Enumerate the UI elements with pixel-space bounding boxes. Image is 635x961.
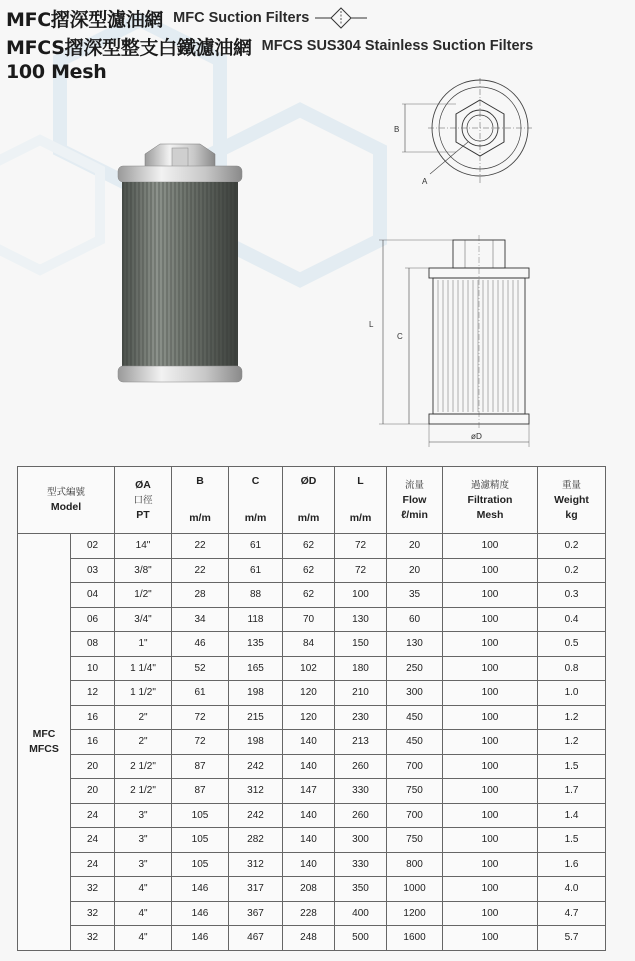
- cell-dim-b: 146: [172, 901, 229, 926]
- table-row: [18, 558, 606, 583]
- dim-label-c: C: [397, 332, 403, 341]
- cell-port-size: 3": [115, 852, 172, 877]
- cell-filtration-mesh: 100: [443, 583, 538, 608]
- cell-weight: 0.8: [538, 656, 606, 681]
- table-header-row: [18, 467, 606, 534]
- cell-dim-c: 312: [229, 852, 283, 877]
- cell-dim-d: 62: [283, 583, 335, 608]
- cell-port-size: 4": [115, 926, 172, 951]
- cell-filtration-mesh: 100: [443, 828, 538, 853]
- cell-model-no: 24: [71, 828, 115, 853]
- header-l-label: L: [357, 475, 364, 487]
- cell-flow-rate: 20: [387, 558, 443, 583]
- cell-dim-c: 282: [229, 828, 283, 853]
- cell-dim-c: 135: [229, 632, 283, 657]
- header-mesh: [443, 467, 538, 534]
- cell-flow-rate: 250: [387, 656, 443, 681]
- cell-port-size: 14": [115, 534, 172, 559]
- cell-weight: 1.5: [538, 828, 606, 853]
- cell-dim-l: 330: [335, 779, 387, 804]
- cell-dim-l: 130: [335, 607, 387, 632]
- table-row: [18, 803, 606, 828]
- dim-label-b: B: [394, 125, 400, 134]
- cell-dim-b: 72: [172, 705, 229, 730]
- cell-flow-rate: 1600: [387, 926, 443, 951]
- cell-weight: 0.5: [538, 632, 606, 657]
- cell-model-no: 32: [71, 926, 115, 951]
- cell-weight: 0.3: [538, 583, 606, 608]
- cell-dim-l: 300: [335, 828, 387, 853]
- cell-weight: 0.4: [538, 607, 606, 632]
- cell-dim-c: 367: [229, 901, 283, 926]
- cell-port-size: 1 1/2": [115, 681, 172, 706]
- cell-model-no: 10: [71, 656, 115, 681]
- header-flow-unit: ℓ/min: [401, 508, 428, 521]
- dim-label-a: A: [422, 177, 428, 186]
- cell-dim-c: 118: [229, 607, 283, 632]
- header-l-unit: m/m: [349, 512, 372, 524]
- cell-filtration-mesh: 100: [443, 534, 538, 559]
- cell-dim-l: 180: [335, 656, 387, 681]
- cell-dim-l: 500: [335, 926, 387, 951]
- cell-dim-b: 146: [172, 877, 229, 902]
- header-b-unit: m/m: [189, 512, 211, 524]
- cell-dim-b: 61: [172, 681, 229, 706]
- cell-dim-c: 215: [229, 705, 283, 730]
- cell-model-no: 24: [71, 852, 115, 877]
- header-c: [229, 467, 283, 534]
- header-d: [283, 467, 335, 534]
- cell-model-no: 24: [71, 803, 115, 828]
- cell-dim-l: 210: [335, 681, 387, 706]
- cell-dim-b: 87: [172, 754, 229, 779]
- table-row: [18, 852, 606, 877]
- title-mfc-en: MFC Suction Filters: [173, 10, 310, 26]
- cell-flow-rate: 800: [387, 852, 443, 877]
- cell-dim-b: 52: [172, 656, 229, 681]
- header-weight-en: Weight: [554, 493, 589, 506]
- header-mesh-en1: Filtration: [467, 493, 513, 506]
- page-header: [6, 4, 631, 84]
- cell-dim-l: 72: [335, 558, 387, 583]
- cell-model-no: 16: [71, 705, 115, 730]
- cell-dim-b: 87: [172, 779, 229, 804]
- cell-flow-rate: 300: [387, 681, 443, 706]
- cell-dim-d: 248: [283, 926, 335, 951]
- header-b: [172, 467, 229, 534]
- cell-dim-d: 62: [283, 534, 335, 559]
- cell-port-size: 3/4": [115, 607, 172, 632]
- cell-filtration-mesh: 100: [443, 926, 538, 951]
- cell-port-size: 2 1/2": [115, 779, 172, 804]
- table-row: [18, 632, 606, 657]
- cell-dim-d: 120: [283, 705, 335, 730]
- table-row: [18, 877, 606, 902]
- dim-label-d: øD: [471, 432, 483, 441]
- cell-weight: 1.0: [538, 681, 606, 706]
- cell-model-no: 03: [71, 558, 115, 583]
- cell-port-size: 2": [115, 705, 172, 730]
- cell-port-size: 1": [115, 632, 172, 657]
- cell-flow-rate: 700: [387, 803, 443, 828]
- cell-dim-l: 72: [335, 534, 387, 559]
- cell-dim-b: 46: [172, 632, 229, 657]
- cell-flow-rate: 20: [387, 534, 443, 559]
- header-c-unit: m/m: [244, 512, 267, 524]
- cell-weight: 1.6: [538, 852, 606, 877]
- cell-dim-d: 140: [283, 803, 335, 828]
- cell-dim-d: 140: [283, 754, 335, 779]
- table-row: [18, 583, 606, 608]
- cell-flow-rate: 60: [387, 607, 443, 632]
- cell-flow-rate: 35: [387, 583, 443, 608]
- cell-filtration-mesh: 100: [443, 803, 538, 828]
- cell-dim-d: 140: [283, 828, 335, 853]
- cell-model-no: 08: [71, 632, 115, 657]
- cell-dim-l: 100: [335, 583, 387, 608]
- cell-dim-d: 140: [283, 730, 335, 755]
- cell-dim-c: 198: [229, 730, 283, 755]
- table-row: [18, 779, 606, 804]
- cell-port-size: 4": [115, 901, 172, 926]
- cell-dim-d: 70: [283, 607, 335, 632]
- header-mesh-zh: 過濾精度: [471, 479, 510, 491]
- cell-flow-rate: 750: [387, 828, 443, 853]
- header-flow-en: Flow: [402, 493, 427, 506]
- table-row: [18, 656, 606, 681]
- cell-dim-c: 198: [229, 681, 283, 706]
- dim-label-l: L: [369, 320, 374, 329]
- cell-port-size: 1/2": [115, 583, 172, 608]
- cell-dim-c: 242: [229, 803, 283, 828]
- header-c-label: C: [251, 475, 260, 487]
- table-row: [18, 534, 606, 559]
- table-row: [18, 901, 606, 926]
- cell-dim-d: 120: [283, 681, 335, 706]
- title-mfc-zh: MFC摺深型濾油網: [6, 8, 164, 31]
- cell-port-size: 2 1/2": [115, 754, 172, 779]
- cell-filtration-mesh: 100: [443, 779, 538, 804]
- cell-dim-d: 208: [283, 877, 335, 902]
- cell-dim-b: 22: [172, 558, 229, 583]
- cell-weight: 0.2: [538, 534, 606, 559]
- header-mesh-en2: Mesh: [476, 508, 504, 521]
- cell-dim-l: 213: [335, 730, 387, 755]
- cell-port-size: 3": [115, 803, 172, 828]
- cell-filtration-mesh: 100: [443, 681, 538, 706]
- cell-dim-l: 400: [335, 901, 387, 926]
- cell-flow-rate: 1000: [387, 877, 443, 902]
- cell-model-no: 16: [71, 730, 115, 755]
- cell-dim-l: 230: [335, 705, 387, 730]
- title-mfcs-zh: MFCS摺深型整支白鐵濾油網: [6, 36, 252, 59]
- top-view-drawing: [380, 78, 540, 188]
- header-model-en: Model: [50, 501, 82, 513]
- header-d-label: ØD: [300, 475, 317, 487]
- cell-weight: 5.7: [538, 926, 606, 951]
- table-row: [18, 681, 606, 706]
- cell-model-no: 32: [71, 901, 115, 926]
- cell-weight: 4.7: [538, 901, 606, 926]
- cell-flow-rate: 700: [387, 754, 443, 779]
- cell-dim-d: 62: [283, 558, 335, 583]
- title-mesh: 100 Mesh: [6, 61, 107, 83]
- cell-dim-b: 105: [172, 803, 229, 828]
- title-line-2: [6, 32, 631, 60]
- cell-dim-c: 467: [229, 926, 283, 951]
- cell-weight: 1.7: [538, 779, 606, 804]
- table-row: [18, 828, 606, 853]
- cell-weight: 4.0: [538, 877, 606, 902]
- cell-dim-d: 140: [283, 852, 335, 877]
- cell-port-size: 3": [115, 828, 172, 853]
- filter-symbol-icon: [315, 7, 367, 29]
- cell-dim-b: 28: [172, 583, 229, 608]
- table-row: [18, 926, 606, 951]
- table-row: [18, 607, 606, 632]
- cell-dim-b: 105: [172, 852, 229, 877]
- cell-flow-rate: 130: [387, 632, 443, 657]
- cell-model-no: 20: [71, 754, 115, 779]
- cell-filtration-mesh: 100: [443, 901, 538, 926]
- cell-dim-c: 242: [229, 754, 283, 779]
- model-group-mfc: MFC: [32, 727, 56, 740]
- model-group-cell: [18, 534, 71, 951]
- cell-port-size: 1 1/4": [115, 656, 172, 681]
- side-view-drawing: [365, 235, 550, 455]
- title-line-1: [6, 4, 631, 32]
- cell-dim-d: 147: [283, 779, 335, 804]
- cell-filtration-mesh: 100: [443, 632, 538, 657]
- filter-product-photo: [110, 140, 250, 390]
- cell-dim-b: 146: [172, 926, 229, 951]
- header-weight-unit: kg: [565, 508, 578, 521]
- cell-dim-c: 88: [229, 583, 283, 608]
- cell-dim-b: 105: [172, 828, 229, 853]
- cell-weight: 1.2: [538, 705, 606, 730]
- cell-dim-l: 260: [335, 803, 387, 828]
- cell-dim-b: 34: [172, 607, 229, 632]
- cell-filtration-mesh: 100: [443, 558, 538, 583]
- title-mfcs-en: MFCS SUS304 Stainless Suction Filters: [261, 38, 534, 54]
- cell-filtration-mesh: 100: [443, 852, 538, 877]
- header-a-zh: 口徑: [133, 494, 153, 506]
- header-d-unit: m/m: [297, 512, 320, 524]
- cell-flow-rate: 1200: [387, 901, 443, 926]
- cell-weight: 1.4: [538, 803, 606, 828]
- cell-model-no: 12: [71, 681, 115, 706]
- header-l: [335, 467, 387, 534]
- cell-filtration-mesh: 100: [443, 730, 538, 755]
- cell-dim-c: 61: [229, 558, 283, 583]
- cell-dim-c: 312: [229, 779, 283, 804]
- cell-dim-c: 317: [229, 877, 283, 902]
- spec-table: [17, 466, 606, 951]
- cell-filtration-mesh: 100: [443, 877, 538, 902]
- cell-dim-l: 330: [335, 852, 387, 877]
- cell-dim-c: 61: [229, 534, 283, 559]
- cell-model-no: 02: [71, 534, 115, 559]
- cell-dim-c: 165: [229, 656, 283, 681]
- cell-filtration-mesh: 100: [443, 607, 538, 632]
- cell-port-size: 2": [115, 730, 172, 755]
- cell-filtration-mesh: 100: [443, 705, 538, 730]
- cell-dim-d: 84: [283, 632, 335, 657]
- cell-port-size: 4": [115, 877, 172, 902]
- cell-filtration-mesh: 100: [443, 754, 538, 779]
- table-row: [18, 730, 606, 755]
- cell-dim-d: 228: [283, 901, 335, 926]
- cell-dim-l: 260: [335, 754, 387, 779]
- cell-weight: 0.2: [538, 558, 606, 583]
- header-a-pt: PT: [136, 508, 150, 521]
- spec-table-body: [18, 534, 606, 951]
- header-model: [18, 467, 115, 534]
- cell-port-size: 3/8": [115, 558, 172, 583]
- cell-model-no: 04: [71, 583, 115, 608]
- cell-model-no: 06: [71, 607, 115, 632]
- cell-flow-rate: 450: [387, 705, 443, 730]
- table-row: [18, 754, 606, 779]
- table-row: [18, 705, 606, 730]
- cell-flow-rate: 750: [387, 779, 443, 804]
- cell-dim-b: 72: [172, 730, 229, 755]
- model-group-mfcs: MFCS: [29, 742, 59, 755]
- cell-weight: 1.5: [538, 754, 606, 779]
- header-b-label: B: [196, 475, 204, 487]
- cell-weight: 1.2: [538, 730, 606, 755]
- header-model-zh: 型式編號: [47, 487, 86, 498]
- header-flow-zh: 流量: [405, 479, 425, 491]
- header-flow: [387, 467, 443, 534]
- cell-model-no: 32: [71, 877, 115, 902]
- header-weight-zh: 重量: [562, 479, 582, 491]
- header-weight: [538, 467, 606, 534]
- cell-flow-rate: 450: [387, 730, 443, 755]
- cell-dim-b: 22: [172, 534, 229, 559]
- cell-filtration-mesh: 100: [443, 656, 538, 681]
- cell-dim-l: 150: [335, 632, 387, 657]
- cell-dim-d: 102: [283, 656, 335, 681]
- cell-model-no: 20: [71, 779, 115, 804]
- header-a: [115, 467, 172, 534]
- header-a-symbol: ØA: [135, 478, 151, 491]
- cell-dim-l: 350: [335, 877, 387, 902]
